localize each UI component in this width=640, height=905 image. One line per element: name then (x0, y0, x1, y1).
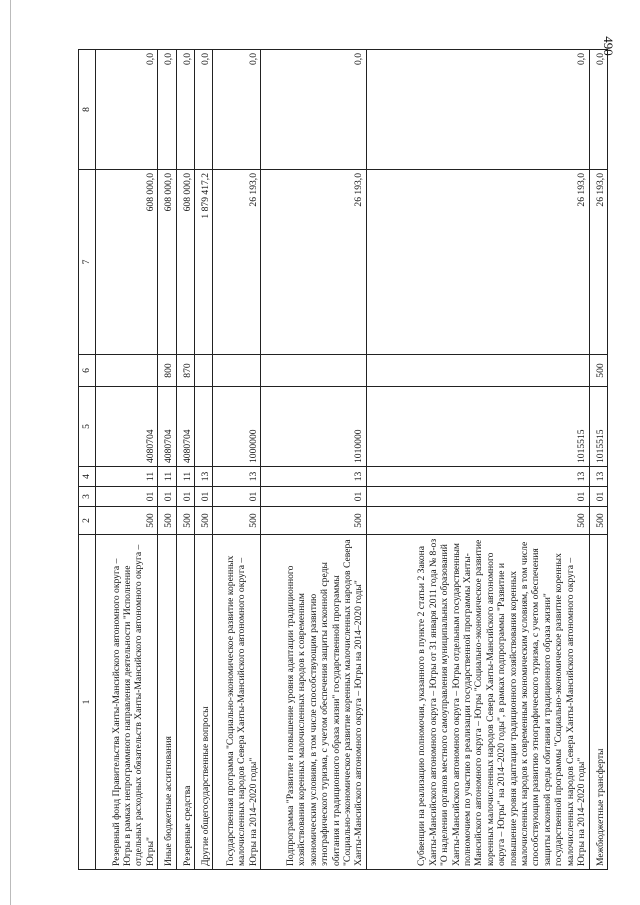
row-c5: 1000000 (213, 387, 261, 467)
row-c5: 1015515 (366, 387, 589, 467)
page-number: 490 (600, 36, 616, 56)
col-header-1: 1 (79, 535, 96, 870)
table-row (96, 50, 158, 870)
row-name: Субвенции на реализацию полномочия, указанного в пункте 2 статьи 2 Закона Ханты-Мансийского автономного округа – Югры от 31 января 2011 года № 8-оз "О наделении органов местного самоуправления муниципальных образований Ханты-Мансийского автономного округа – Югры отдельным государственным полномочием по участию в реализации государственной программы Ханты-Мансийского автономного округа – Югры "Социально-экономическое развитие коренных малочисленных народов Севера Ханты-Мансийского автономного округа – Югры" на 2014–2020 годы", в рамках подпрограммы "Развитие и повышение уровня адаптации традиционного хозяйствования коренных малочисленных народов к современным экономическим условиям, в том числе способствующим развитию этнографического туризма, с учетом обеспечения защиты исконной среды обитания и традиционного образа жизни" государственной программы "Социально-экономическое развитие коренных малочисленных народов Севера Ханты-Мансийского автономного округа – Югры на 2014–2020 годы" (366, 535, 589, 870)
row-c2: 500 (366, 507, 589, 535)
row-c8: 0,0 (176, 50, 194, 170)
col-header-2: 2 (79, 507, 96, 535)
row-c2: 500 (158, 507, 176, 535)
row-c3: 01 (194, 487, 212, 507)
row-name: Другие общегосударственные вопросы (194, 535, 212, 870)
row-c8: 0,0 (213, 50, 261, 170)
row-c5 (194, 387, 212, 467)
budget-table-rotated (78, 50, 608, 870)
table-row (589, 50, 608, 870)
row-c3: 01 (158, 487, 176, 507)
row-c4: 13 (589, 467, 608, 487)
row-c6: 500 (589, 355, 608, 387)
table-row (194, 50, 212, 870)
row-c7: 26 193,0 (366, 170, 589, 355)
row-c4: 11 (176, 467, 194, 487)
row-c3: 01 (260, 487, 366, 507)
row-c4: 13 (366, 467, 589, 487)
row-name: Государственная программа "Социально-экономическое развитие коренных малочисленных народов Севера Ханты-Мансийского автономного округа – Югры на 2014–2020 годы" (213, 535, 261, 870)
row-c7: 26 193,0 (589, 170, 608, 355)
row-name: Подпрограмма "Развитие и повышение уровня адаптации традиционного хозяйствования коренных малочисленных народов к современным экономическим условиям, в том числе способствующим развитию этнографического туризма, с учетом обеспечения защиты исконной среды обитания и традиционного образа жизни" государственной программы "Социально-экономическое развитие коренных малочисленных народов Севера Ханты-Мансийского автономного округа – Югры на 2014–2020 годы" (260, 535, 366, 870)
row-c5: 4080704 (96, 387, 158, 467)
table-row (260, 50, 366, 870)
table-row (158, 50, 176, 870)
row-c3: 01 (213, 487, 261, 507)
col-header-3: 3 (79, 487, 96, 507)
row-name: Резервные средства (176, 535, 194, 870)
col-header-4: 4 (79, 467, 96, 487)
row-c5: 1015515 (589, 387, 608, 467)
row-c7: 608 000,0 (158, 170, 176, 355)
row-c6 (213, 355, 261, 387)
row-c7: 1 879 417,2 (194, 170, 212, 355)
row-c6: 870 (176, 355, 194, 387)
table-row (213, 50, 261, 870)
header-row (79, 50, 96, 870)
row-c7: 26 193,0 (213, 170, 261, 355)
row-name: Межбюджетные трансферты (589, 535, 608, 870)
row-c6: 800 (158, 355, 176, 387)
row-c8: 0,0 (194, 50, 212, 170)
row-c6 (96, 355, 158, 387)
row-c7: 26 193,0 (260, 170, 366, 355)
row-name: Резервный фонд Правительства Ханты-Мансийского автономного округа – Югры в рамках непрограммного направления деятельности "Исполнение отдельных расходных обязательств Ханты-Мансийского автономного округа – Югры" (96, 535, 158, 870)
row-c4: 13 (194, 467, 212, 487)
row-c6 (194, 355, 212, 387)
row-c2: 500 (194, 507, 212, 535)
table-row (366, 50, 589, 870)
row-c6 (366, 355, 589, 387)
row-c2: 500 (589, 507, 608, 535)
col-header-5: 5 (79, 387, 96, 467)
row-c7: 608 000,0 (96, 170, 158, 355)
col-header-8: 8 (79, 50, 96, 170)
row-c4: 11 (96, 467, 158, 487)
col-header-7: 7 (79, 170, 96, 355)
row-c8: 0,0 (96, 50, 158, 170)
row-c8: 0,0 (260, 50, 366, 170)
row-c3: 01 (176, 487, 194, 507)
row-c3: 01 (96, 487, 158, 507)
row-c7: 608 000,0 (176, 170, 194, 355)
row-c5: 4080704 (158, 387, 176, 467)
row-c5: 4080704 (176, 387, 194, 467)
row-c2: 500 (176, 507, 194, 535)
col-header-6: 6 (79, 355, 96, 387)
row-c3: 01 (366, 487, 589, 507)
row-c8: 0,0 (589, 50, 608, 170)
row-c8: 0,0 (366, 50, 589, 170)
table-row (176, 50, 194, 870)
row-c4: 11 (158, 467, 176, 487)
row-c2: 500 (260, 507, 366, 535)
row-c8: 0,0 (158, 50, 176, 170)
row-c4: 13 (260, 467, 366, 487)
row-c2: 500 (213, 507, 261, 535)
row-c2: 500 (96, 507, 158, 535)
row-name: Иные бюджетные ассигнования (158, 535, 176, 870)
row-c6 (260, 355, 366, 387)
row-c4: 13 (213, 467, 261, 487)
scan-margin-line (10, 0, 11, 905)
row-c3: 01 (589, 487, 608, 507)
row-c5: 1010000 (260, 387, 366, 467)
budget-table (78, 49, 608, 870)
